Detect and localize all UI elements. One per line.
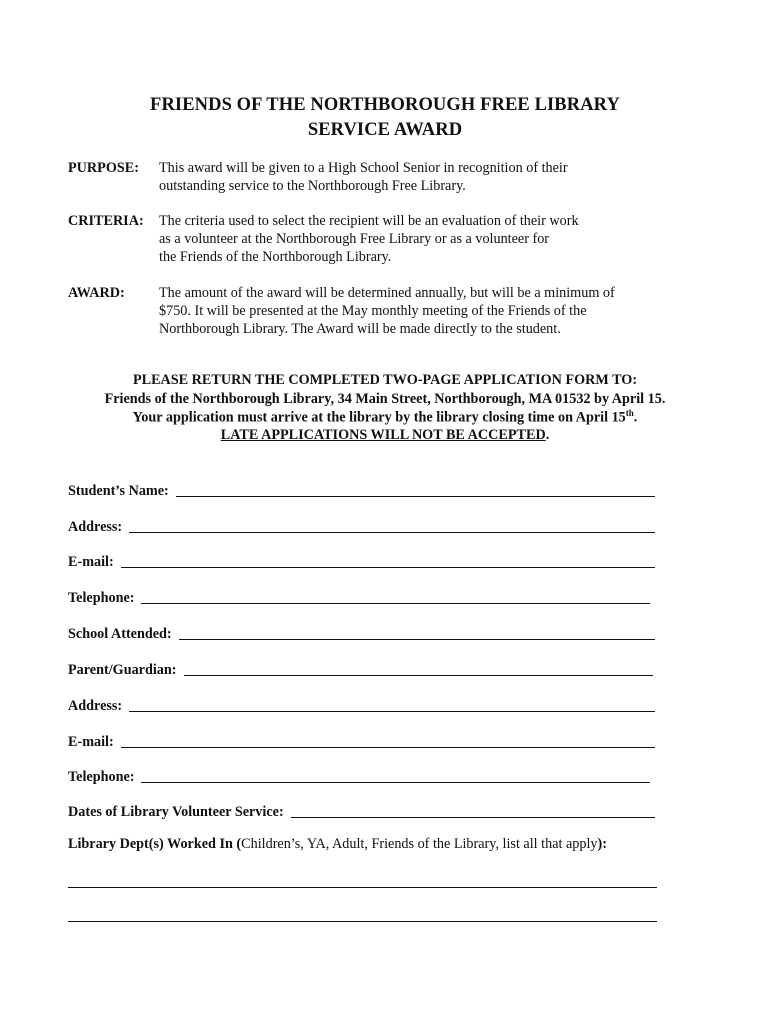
field-label: Student’s Name: xyxy=(68,483,169,499)
award-line: Northborough Library. The Award will be made directly to the student. xyxy=(159,321,561,337)
return-heading: PLEASE RETURN THE COMPLETED TWO-PAGE APPLICATION FORM TO: xyxy=(132,372,638,388)
award-text xyxy=(159,284,679,338)
dept-label: Library Dept(s) Worked In ( xyxy=(68,836,242,852)
criteria-label: CRITERIA: xyxy=(68,213,144,229)
purpose-label: PURPOSE: xyxy=(68,160,139,176)
parent-address-line[interactable] xyxy=(129,699,655,712)
field-label: Dates of Library Volunteer Service: xyxy=(68,804,284,820)
field-label: Address: xyxy=(68,519,123,535)
telephone-field[interactable] xyxy=(68,587,650,607)
award-line: The amount of the award will be determined annually, but will be a minimum of xyxy=(159,285,615,301)
criteria-line: The criteria used to select the recipient will be an evaluation of their work xyxy=(159,213,579,229)
criteria-line: as a volunteer at the Northborough Free Library or as a volunteer for xyxy=(159,231,550,247)
student-name-field[interactable] xyxy=(68,480,655,500)
field-label: Telephone: xyxy=(68,769,135,785)
purpose-line: outstanding service to the Northborough Free Library. xyxy=(159,178,466,194)
field-label: Parent/Guardian: xyxy=(68,662,177,678)
parent-telephone-field[interactable] xyxy=(68,766,650,786)
volunteer-dates-line[interactable] xyxy=(291,805,655,818)
deadline-period: . xyxy=(633,409,638,426)
dept-worked-label xyxy=(68,836,607,853)
dept-note: Children’s, YA, Adult, Friends of the Library, list all that apply xyxy=(241,836,598,852)
field-label: E-mail: xyxy=(68,734,114,750)
award-label: AWARD: xyxy=(68,285,125,301)
deadline-note xyxy=(0,408,770,427)
field-label: E-mail: xyxy=(68,554,114,570)
criteria-line: the Friends of the Northborough Library. xyxy=(159,249,392,265)
purpose-text xyxy=(159,159,679,195)
dept-answer-line-2[interactable] xyxy=(68,921,657,922)
late-warning-text: LATE APPLICATIONS WILL NOT BE ACCEPTED xyxy=(220,427,546,443)
student-name-line[interactable] xyxy=(176,484,655,497)
purpose-line: This award will be given to a High School Senior in recognition of their xyxy=(159,160,568,176)
criteria-text xyxy=(159,212,679,266)
field-label: School Attended: xyxy=(68,626,172,642)
email-line[interactable] xyxy=(121,555,655,568)
document-subtitle: SERVICE AWARD xyxy=(307,120,463,140)
document-title: FRIENDS OF THE NORTHBOROUGH FREE LIBRARY xyxy=(150,95,620,115)
school-attended-line[interactable] xyxy=(179,627,655,640)
dept-end: ): xyxy=(597,836,607,852)
telephone-line[interactable] xyxy=(141,591,650,604)
parent-telephone-line[interactable] xyxy=(141,770,650,783)
school-attended-field[interactable] xyxy=(68,623,655,643)
late-warning xyxy=(0,427,770,444)
email-field[interactable] xyxy=(68,551,655,571)
return-address: Friends of the Northborough Library, 34 Main Street, Northborough, MA 01532 by April 15. xyxy=(104,391,666,407)
field-label: Address: xyxy=(68,698,123,714)
parent-address-field[interactable] xyxy=(68,695,655,715)
parent-email-field[interactable] xyxy=(68,731,655,751)
address-line[interactable] xyxy=(129,520,655,533)
award-line: $750. It will be presented at the May monthly meeting of the Friends of the xyxy=(159,303,587,319)
field-label: Telephone: xyxy=(68,590,135,606)
dept-answer-line-1[interactable] xyxy=(68,887,657,888)
deadline-suffix: th xyxy=(625,408,634,418)
volunteer-dates-field[interactable] xyxy=(68,801,655,821)
parent-guardian-field[interactable] xyxy=(68,659,653,679)
deadline-text: Your application must arrive at the library by the library closing time on April 15 xyxy=(132,409,626,426)
parent-guardian-line[interactable] xyxy=(184,663,653,676)
address-field[interactable] xyxy=(68,516,655,536)
late-warning-period: . xyxy=(545,427,550,443)
parent-email-line[interactable] xyxy=(121,735,655,748)
